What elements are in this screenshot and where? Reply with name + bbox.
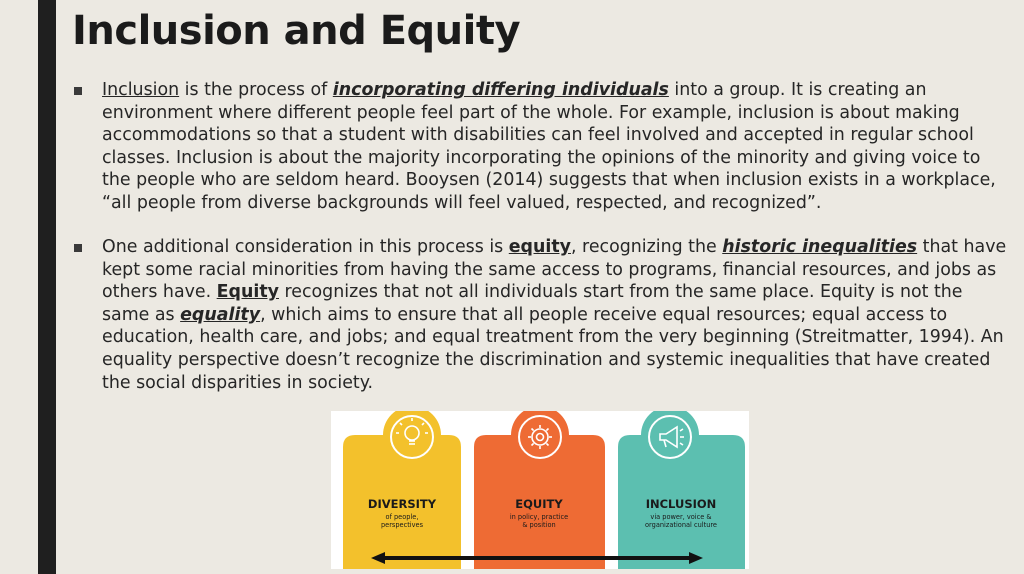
diversity-subtitle-line1: of people, [385,513,419,521]
bullet-marker [74,244,82,252]
emphasis-incorporating: incorporating differing individuals [332,80,669,100]
bullet-marker [74,87,82,95]
diversity-card-shape [343,411,461,569]
left-accent-bar [38,0,56,574]
text-run: recognizes that not all individuals start from the same place. Equity is not the same as [102,282,963,325]
equity-subtitle-line2: & position [522,521,556,529]
equity-card-shape [474,411,605,569]
inclusion-card-shape [618,411,745,569]
bullet-text [102,79,1009,215]
text-run: that have kept some racial minorities from having the same access to programs, financial resources, and jobs as others have. [102,237,1007,303]
text-run: , recognizing the [571,237,723,257]
emphasis-historic-inequalities: historic inequalities [722,237,918,257]
emphasis-equality: equality [180,304,261,325]
term-equity: equity [508,237,571,257]
bullet-equity [74,236,1009,394]
diversity-title: DIVERSITY [367,497,437,511]
text-run: is the process of [179,80,333,100]
equity-title: EQUITY [515,497,563,511]
equity-subtitle-line1: in policy, practice [509,513,569,521]
diversity-card [343,411,461,569]
inclusion-card [618,411,745,569]
term-equity-2: Equity [216,282,279,303]
left-margin-band [0,0,38,574]
dei-graphic [331,411,749,569]
slide-title: Inclusion and Equity [72,8,521,54]
diversity-subtitle-line2: perspectives [380,521,424,529]
equity-card [474,411,605,569]
text-run: into a group. It is creating an environment where different people feel part of the whole. For example, inclusion is about making accommodations so that a student with disabilities can feel involved and accepted in regular school classes. Inclusion is about the majority incorporating the opinions of the minority and giving voice to the people who are seldom heard. Booysen (2014) suggests that when inclusion exists in a workplace, “all people from diverse backgrounds will feel valued, respected, and recognized”. [102,80,996,213]
text-run: One additional consideration in this process is [102,237,509,257]
inclusion-subtitle-line1: via power, voice & [650,513,712,521]
text-run: , which aims to ensure that all people receive equal resources; equal access to education, health care, and jobs; and equal treatment from the very beginning (Streitmatter, 1994). An equality perspective doesn’t recognize the discrimination and systemic inequalities that have created the social disparities in society. [102,304,1004,393]
bullet-text [102,236,1009,394]
diversity-equity-inclusion-figure [331,411,749,569]
inclusion-subtitle-line2: organizational culture [645,521,717,529]
inclusion-title: INCLUSION [645,497,717,511]
term-inclusion: Inclusion [102,80,180,100]
bullet-inclusion [74,79,1009,215]
